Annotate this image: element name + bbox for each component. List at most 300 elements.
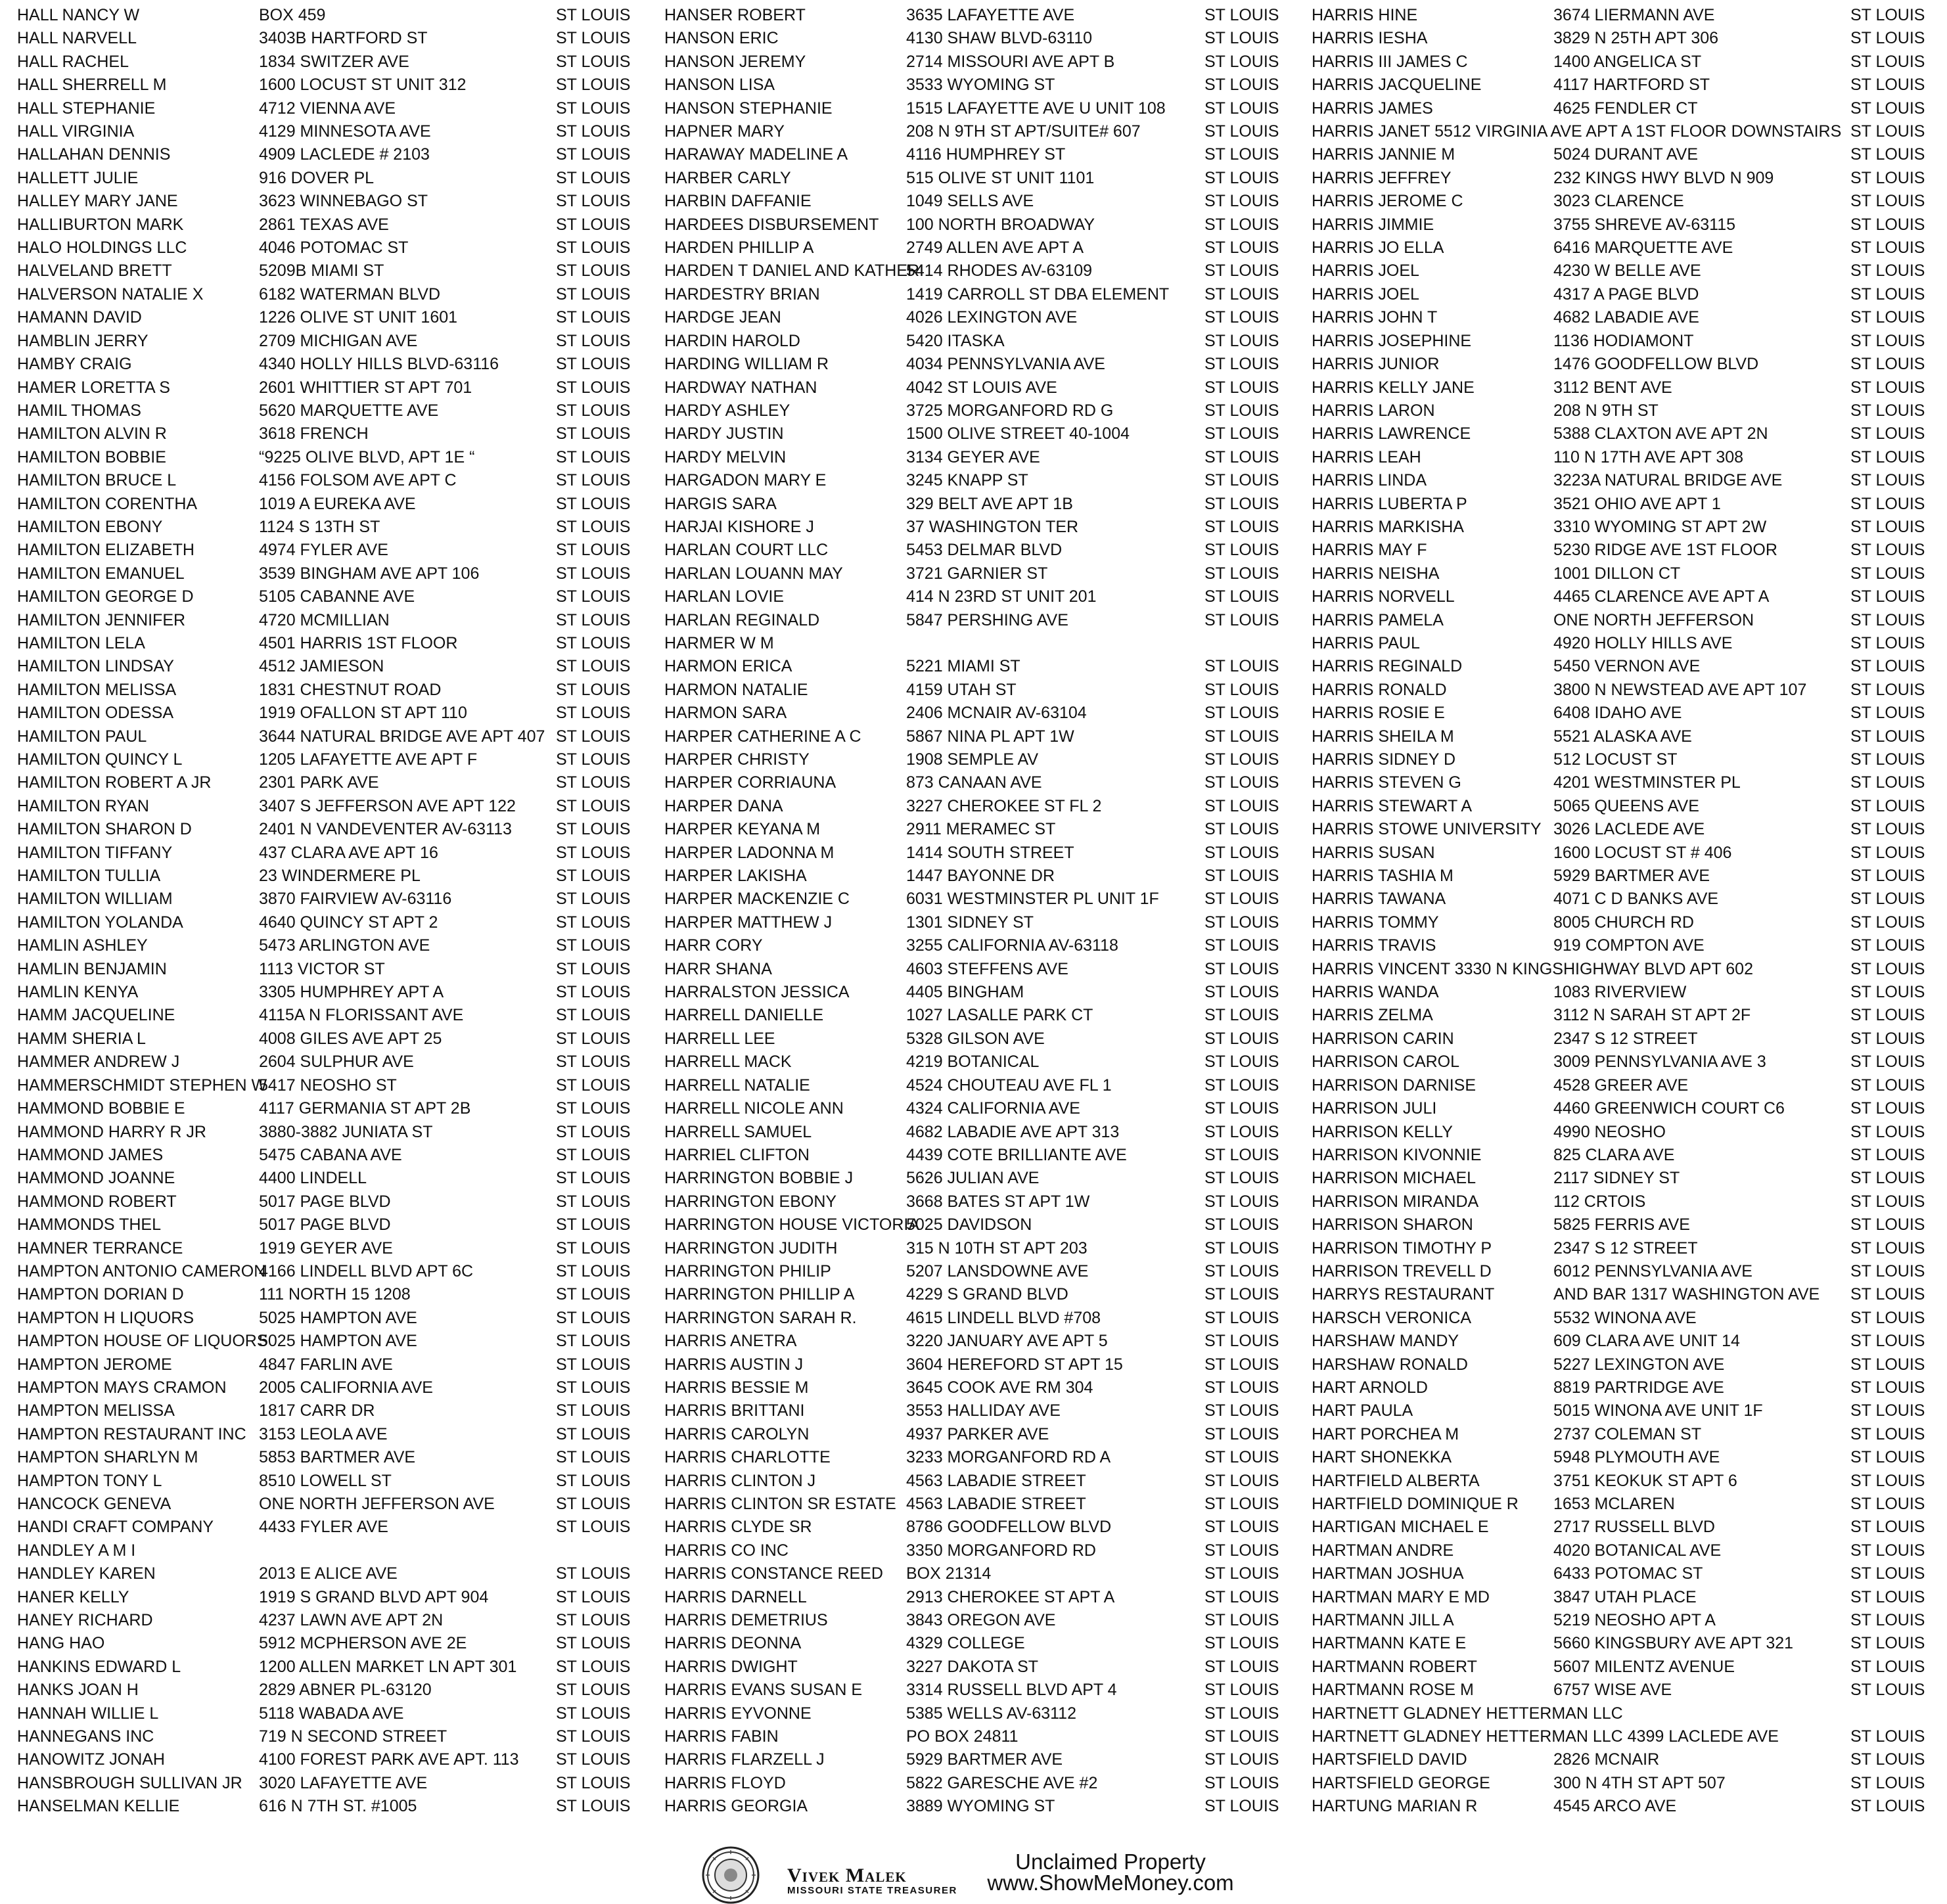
owner-address: 3153 LEOLA AVE — [259, 1424, 388, 1443]
listing-row — [664, 1446, 1295, 1469]
owner-name: HARRISON MICHAEL — [1312, 1169, 1477, 1188]
listing-row — [1312, 353, 1942, 376]
owner-city: ST LOUIS — [1204, 76, 1279, 95]
owner-city: ST LOUIS — [556, 215, 631, 234]
owner-name: HARBIN DAFFANIE — [664, 192, 812, 211]
owner-name: HARRIS LEAH — [1312, 447, 1421, 466]
owner-city: ST LOUIS — [556, 1308, 631, 1327]
listing-row — [17, 376, 648, 399]
owner-address: 3644 NATURAL BRIDGE AVE APT 407 — [259, 727, 545, 746]
owner-name: HARPER MATTHEW J — [664, 913, 833, 932]
listing-row — [1312, 469, 1942, 492]
listing-row — [1312, 1423, 1942, 1446]
website-link[interactable]: www.ShowMeMoney.com — [987, 1870, 1234, 1895]
listing-row — [664, 911, 1295, 934]
owner-city: ST LOUIS — [556, 1169, 631, 1188]
owner-address: 2714 MISSOURI AVE APT B — [906, 52, 1115, 71]
listing-row — [17, 725, 648, 748]
owner-address: 4230 W BELLE AVE — [1553, 261, 1701, 281]
listing-row — [664, 330, 1295, 353]
listing-row — [17, 609, 648, 632]
listing-row — [1312, 1562, 1942, 1585]
owner-city: ST LOUIS — [1204, 1053, 1279, 1072]
owner-name: HARRELL SAMUEL — [664, 1122, 812, 1141]
owner-address: 3604 HEREFORD ST APT 15 — [906, 1355, 1123, 1374]
owner-name: HAMILTON EMANUEL — [17, 564, 185, 583]
owner-name: HANNEGANS INC — [17, 1727, 154, 1746]
listing-row — [1312, 934, 1942, 957]
listing-row — [1312, 702, 1942, 725]
listing-row — [1312, 842, 1942, 865]
listing-row — [17, 1772, 648, 1795]
owner-name: HALVELAND BRETT — [17, 261, 172, 281]
listing-row — [1312, 1260, 1942, 1283]
owner-address: 3533 WYOMING ST — [906, 76, 1055, 95]
owner-address: 208 N 9TH ST APT/SUITE# 607 — [906, 122, 1141, 141]
owner-city: ST LOUIS — [556, 331, 631, 350]
owner-address: 3843 OREGON AVE — [906, 1611, 1056, 1630]
owner-address: 4937 PARKER AVE — [906, 1424, 1049, 1443]
owner-name: HARPER LAKISHA — [664, 867, 807, 886]
owner-city: ST LOUIS — [1850, 261, 1925, 281]
owner-address: 5453 DELMAR BLVD — [906, 541, 1063, 560]
owner-city: ST LOUIS — [1204, 1564, 1279, 1583]
owner-city: ST LOUIS — [1204, 1704, 1279, 1723]
owner-name: HARRIS MAY F — [1312, 541, 1427, 560]
owner-address: 1908 SEMPLE AV — [906, 750, 1039, 769]
owner-city: ST LOUIS — [1204, 610, 1279, 629]
listing-row — [17, 330, 648, 353]
owner-name: HARRIS PAMELA — [1312, 610, 1444, 629]
owner-address: 2826 MCNAIR — [1553, 1750, 1660, 1769]
listing-row — [17, 1562, 648, 1585]
owner-address: 4682 LABADIE AVE APT 313 — [906, 1122, 1120, 1141]
owner-city: ST LOUIS — [556, 867, 631, 886]
owner-name: HARRELL NICOLE ANN — [664, 1099, 844, 1118]
owner-address: 110 N 17TH AVE APT 308 — [1553, 447, 1744, 466]
owner-address: 4340 HOLLY HILLS BLVD-63116 — [259, 355, 499, 374]
owner-name: HARLAN LOVIE — [664, 587, 785, 606]
owner-name: HARRIS STEVEN G — [1312, 773, 1461, 792]
listing-row — [1312, 1121, 1942, 1144]
owner-address: 5414 RHODES AV-63109 — [906, 261, 1093, 281]
listing-row — [664, 1632, 1295, 1655]
owner-name: HAMILTON QUINCY L — [17, 750, 183, 769]
owner-city: ST LOUIS — [1204, 750, 1279, 769]
owner-address: 609 CLARA AVE UNIT 14 — [1553, 1332, 1740, 1351]
owner-city: ST LOUIS — [556, 704, 631, 723]
owner-city: ST LOUIS — [1204, 843, 1279, 862]
listing-row — [17, 655, 648, 678]
treasurer-branding — [787, 1866, 957, 1896]
owner-city: ST LOUIS — [1850, 331, 1925, 350]
owner-city: ST LOUIS — [1204, 796, 1279, 815]
listing-row — [17, 214, 648, 237]
owner-city: ST LOUIS — [1850, 1495, 1925, 1513]
listing-row — [664, 1376, 1295, 1399]
owner-name: HARMER W M — [664, 633, 774, 652]
owner-name: HARRIS BRITTANI — [664, 1401, 805, 1420]
owner-name: HANCOCK GENEVA — [17, 1495, 172, 1513]
owner-name: HARRIS JAMES — [1312, 99, 1433, 118]
owner-city: ST LOUIS — [1850, 1750, 1925, 1769]
owner-city: ST LOUIS — [1204, 52, 1279, 71]
owner-name: HARTMANN JILL A — [1312, 1611, 1454, 1630]
owner-address: 4100 FOREST PARK AVE APT. 113 — [259, 1750, 519, 1769]
owner-city: ST LOUIS — [1204, 1169, 1279, 1188]
owner-city: ST LOUIS — [556, 1053, 631, 1072]
listing-row — [1312, 888, 1942, 911]
owner-city: ST LOUIS — [1850, 1192, 1925, 1211]
listing-row — [664, 1167, 1295, 1190]
owner-name: HAMMOND JAMES — [17, 1145, 164, 1164]
treasurer-name: Vivek Malek — [787, 1865, 907, 1886]
owner-address: 3829 N 25TH APT 306 — [1553, 29, 1719, 48]
listing-row — [17, 120, 648, 143]
owner-city: ST LOUIS — [1204, 1378, 1279, 1397]
owner-city: ST LOUIS — [1204, 1029, 1279, 1048]
owner-name: HARRIS SUSAN — [1312, 843, 1435, 862]
listing-row — [17, 1121, 648, 1144]
owner-name: HALL VIRGINIA — [17, 122, 135, 141]
owner-address: 5025 DAVIDSON — [906, 1215, 1032, 1235]
listing-row — [664, 1051, 1295, 1074]
listing-row — [1312, 655, 1942, 678]
owner-city: ST LOUIS — [1204, 471, 1279, 490]
owner-name: HARSCH VERONICA — [1312, 1308, 1472, 1327]
owner-name: HARTMAN MARY E MD — [1312, 1587, 1490, 1606]
owner-address: 3725 MORGANFORD RD G — [906, 401, 1114, 420]
owner-name: HARTMANN KATE E — [1312, 1634, 1467, 1653]
owner-address: 3623 WINNEBAGO ST — [259, 192, 428, 211]
owner-city: ST LOUIS — [556, 1238, 631, 1258]
owner-name: HARDGE JEAN — [664, 308, 781, 327]
owner-city: ST LOUIS — [556, 1448, 631, 1467]
owner-address: 5417 NEOSHO ST — [259, 1076, 397, 1095]
owner-city: ST LOUIS — [1850, 1681, 1925, 1700]
owner-city: ST LOUIS — [1204, 1355, 1279, 1374]
owner-name: HARRISON TIMOTHY P — [1312, 1238, 1492, 1258]
owner-address: 1919 GEYER AVE — [259, 1238, 393, 1258]
owner-city: ST LOUIS — [1204, 727, 1279, 746]
owner-city: ST LOUIS — [1850, 99, 1925, 118]
owner-name: HARRISON CAROL — [1312, 1053, 1460, 1072]
owner-name: HARRIS RONALD — [1312, 680, 1447, 699]
owner-name: HAMPTON H LIQUORS — [17, 1308, 195, 1327]
owner-address: 5219 NEOSHO APT A — [1553, 1611, 1716, 1630]
owner-name: HARRINGTON HOUSE VICTORIA — [664, 1215, 920, 1235]
listing-row — [1312, 981, 1942, 1004]
owner-name: HAMLIN BENJAMIN — [17, 959, 167, 978]
listing-row — [17, 1632, 648, 1655]
listing-row — [1312, 97, 1942, 120]
listing-row — [664, 214, 1295, 237]
listing-row — [664, 167, 1295, 190]
owner-address: 5912 MCPHERSON AVE 2E — [259, 1634, 467, 1653]
listing-row — [1312, 120, 1942, 143]
owner-name: HARRIS WANDA — [1312, 983, 1439, 1002]
owner-name: HARDIN HAROLD — [664, 331, 800, 350]
owner-name: HAMILTON BRUCE L — [17, 471, 177, 490]
listing-row — [1312, 1028, 1942, 1051]
listing-row — [664, 1074, 1295, 1097]
owner-address: 5929 BARTMER AVE — [906, 1750, 1063, 1769]
owner-name: HARRIS CHARLOTTE — [664, 1448, 831, 1467]
listing-row — [17, 1260, 648, 1283]
listing-column-1 — [17, 4, 648, 1819]
owner-address: 3521 OHIO AVE APT 1 — [1553, 494, 1721, 513]
listing-row — [664, 865, 1295, 888]
owner-address: 1226 OLIVE ST UNIT 1601 — [259, 308, 458, 327]
listing-row — [1312, 237, 1942, 260]
owner-name: HARRIS JUNIOR — [1312, 355, 1440, 374]
owner-city: ST LOUIS — [1850, 424, 1925, 443]
owner-address: 5221 MIAMI ST — [906, 657, 1020, 676]
owner-city: ST LOUIS — [1850, 29, 1925, 48]
owner-address: 5385 WELLS AV-63112 — [906, 1704, 1076, 1723]
owner-address: 4563 LABADIE STREET — [906, 1495, 1086, 1513]
owner-name: HARTMAN ANDRE — [1312, 1541, 1454, 1560]
owner-city: ST LOUIS — [1850, 657, 1925, 676]
owner-city: ST LOUIS — [556, 587, 631, 606]
listing-row — [664, 1399, 1295, 1422]
owner-city: ST LOUIS — [1204, 1401, 1279, 1420]
owner-address: 8005 CHURCH RD — [1553, 913, 1694, 932]
owner-name: HARRIS TAWANA — [1312, 890, 1446, 909]
owner-city: ST LOUIS — [1204, 890, 1279, 909]
listing-row — [17, 4, 648, 27]
owner-address: 5025 HAMPTON AVE — [259, 1332, 417, 1351]
listing-row — [17, 97, 648, 120]
owner-address: 1600 LOCUST ST UNIT 312 — [259, 76, 467, 95]
owner-name: HAMILTON GEORGE D — [17, 587, 194, 606]
listing-row — [1312, 1074, 1942, 1097]
program-info — [973, 1851, 1248, 1893]
owner-address: 3020 LAFAYETTE AVE — [259, 1773, 428, 1792]
owner-city: ST LOUIS — [1204, 1122, 1279, 1141]
footer — [0, 1846, 1947, 1899]
owner-address: 8786 GOODFELLOW BLVD — [906, 1518, 1112, 1537]
listing-row — [17, 446, 648, 469]
owner-name: HARPER CHRISTY — [664, 750, 810, 769]
listing-column-3 — [1312, 4, 1942, 1819]
listing-row — [1312, 1446, 1942, 1469]
owner-name: HANDLEY A M I — [17, 1541, 136, 1560]
listing-row — [17, 74, 648, 97]
owner-address: 4026 LEXINGTON AVE — [906, 308, 1078, 327]
owner-address: 6012 PENNSYLVANIA AVE — [1553, 1261, 1752, 1281]
listing-row — [1312, 865, 1942, 888]
owner-address: 6031 WESTMINSTER PL UNIT 1F — [906, 890, 1159, 909]
listing-row — [1312, 376, 1942, 399]
listing-row — [1312, 795, 1942, 818]
owner-city: ST LOUIS — [556, 1564, 631, 1583]
owner-address: 1919 OFALLON ST APT 110 — [259, 704, 467, 723]
owner-city: ST LOUIS — [556, 6, 631, 24]
owner-address: 4229 S GRAND BLVD — [906, 1285, 1068, 1304]
owner-name: HARRIS EYVONNE — [664, 1704, 812, 1723]
owner-address: 3026 LACLEDE AVE — [1553, 820, 1705, 839]
listing-row — [664, 1679, 1295, 1702]
owner-name: HALLEY MARY JANE — [17, 192, 178, 211]
owner-city: ST LOUIS — [1204, 1448, 1279, 1467]
owner-address: 2717 RUSSELL BLVD — [1553, 1518, 1715, 1537]
owner-address: 5847 PERSHING AVE — [906, 610, 1068, 629]
owner-city: ST LOUIS — [1850, 1657, 1925, 1676]
owner-address: 1124 S 13TH ST — [259, 517, 380, 536]
owner-city: ST LOUIS — [1850, 1797, 1925, 1816]
owner-address: 100 NORTH BROADWAY — [906, 215, 1095, 234]
listing-row — [17, 237, 648, 260]
owner-address: 2347 S 12 STREET — [1553, 1029, 1698, 1048]
owner-city: ST LOUIS — [1204, 1192, 1279, 1211]
owner-city: ST LOUIS — [1850, 1053, 1925, 1072]
owner-name: HANSON STEPHANIE — [664, 99, 833, 118]
owner-city: ST LOUIS — [1204, 122, 1279, 141]
owner-address: 37 WASHINGTON TER — [906, 517, 1079, 536]
owner-address: 2005 CALIFORNIA AVE — [259, 1378, 433, 1397]
listing-row — [664, 818, 1295, 841]
owner-name: HARRISON KIVONNIE — [1312, 1145, 1482, 1164]
owner-city: ST LOUIS — [1850, 1332, 1925, 1351]
owner-city: ST LOUIS — [1204, 983, 1279, 1002]
listing-row — [664, 399, 1295, 422]
owner-name: HAMILTON ROBERT A JR — [17, 773, 212, 792]
listing-row — [17, 1539, 648, 1562]
listing-row — [664, 981, 1295, 1004]
owner-city: ST LOUIS — [1850, 564, 1925, 583]
owner-name: HARRIS DEMETRIUS — [664, 1611, 828, 1630]
owner-address: 4042 ST LOUIS AVE — [906, 378, 1057, 397]
owner-city: ST LOUIS — [1204, 936, 1279, 955]
owner-city: ST LOUIS — [556, 610, 631, 629]
listing-row — [1312, 1330, 1942, 1353]
owner-city: ST LOUIS — [1204, 29, 1279, 48]
listing-row — [1312, 1656, 1942, 1679]
listing-row — [1312, 167, 1942, 190]
listing-row — [1312, 306, 1942, 329]
owner-name: HARSHAW RONALD — [1312, 1355, 1468, 1374]
owner-name: HARAWAY MADELINE A — [664, 145, 848, 164]
owner-city: ST LOUIS — [556, 1657, 631, 1676]
owner-city: ST LOUIS — [1204, 1076, 1279, 1095]
owner-city: ST LOUIS — [556, 145, 631, 164]
owner-city: ST LOUIS — [1850, 633, 1925, 652]
owner-address: “9225 OLIVE BLVD, APT 1E “ — [259, 447, 475, 466]
listing-row — [17, 1446, 648, 1469]
owner-address: 5025 HAMPTON AVE — [259, 1308, 417, 1327]
listing-row — [1312, 493, 1942, 516]
owner-city: ST LOUIS — [1204, 1634, 1279, 1653]
owner-city: ST LOUIS — [1850, 122, 1925, 141]
owner-name: HANKINS EDWARD L — [17, 1657, 181, 1676]
listing-row — [664, 516, 1295, 539]
owner-city: ST LOUIS — [1204, 773, 1279, 792]
owner-address: 5017 PAGE BLVD — [259, 1215, 391, 1235]
owner-city: ST LOUIS — [1850, 1587, 1925, 1606]
owner-address: 1414 SOUTH STREET — [906, 843, 1074, 862]
listing-row — [17, 632, 648, 655]
owner-name: HARRIS FLOYD — [664, 1773, 786, 1792]
owner-city: ST LOUIS — [556, 447, 631, 466]
owner-name: HARRISON KELLY — [1312, 1122, 1453, 1141]
owner-address: 3407 S JEFFERSON AVE APT 122 — [259, 796, 516, 815]
owner-name: HANKS JOAN H — [17, 1681, 139, 1700]
owner-address: 4166 LINDELL BLVD APT 6C — [259, 1261, 474, 1281]
owner-name: HAMMOND HARRY R JR — [17, 1122, 206, 1141]
listing-row — [17, 143, 648, 166]
listing-column-2 — [664, 4, 1295, 1819]
owner-city: ST LOUIS — [1204, 261, 1279, 281]
owner-name: HARDESTRY BRIAN — [664, 284, 820, 304]
listing-row — [17, 1097, 648, 1120]
owner-city: ST LOUIS — [1204, 1308, 1279, 1327]
listing-row — [1312, 1493, 1942, 1516]
owner-city: ST LOUIS — [556, 1029, 631, 1048]
owner-city: ST LOUIS — [556, 1192, 631, 1211]
owner-name: HAMANN DAVID — [17, 308, 142, 327]
owner-city: ST LOUIS — [1850, 936, 1925, 955]
owner-city: ST LOUIS — [1850, 308, 1925, 327]
owner-name: HARRISON TREVELL D — [1312, 1261, 1492, 1281]
owner-name: HARRIS VINCENT 3330 N KINGSHIGHWAY BLVD APT 602 — [1312, 959, 1753, 978]
owner-name: HAMILTON WILLIAM — [17, 890, 173, 909]
owner-city: ST LOUIS — [1850, 704, 1925, 723]
owner-address: 4329 COLLEGE — [906, 1634, 1025, 1653]
owner-city: ST LOUIS — [556, 1215, 631, 1235]
owner-city: ST LOUIS — [1204, 704, 1279, 723]
owner-city: ST LOUIS — [1850, 1169, 1925, 1188]
owner-address: 3618 FRENCH — [259, 424, 369, 443]
listing-row — [664, 422, 1295, 445]
owner-name: HARPER MACKENZIE C — [664, 890, 850, 909]
listing-row — [17, 1307, 648, 1330]
owner-name: HARRIS JEROME C — [1312, 192, 1463, 211]
owner-city: ST LOUIS — [1204, 1099, 1279, 1118]
owner-address: 6433 POTOMAC ST — [1553, 1564, 1703, 1583]
listing-row — [664, 1795, 1295, 1818]
owner-name: HAMILTON SHARON D — [17, 820, 192, 839]
owner-address: 3847 UTAH PLACE — [1553, 1587, 1697, 1606]
owner-address: 4465 CLARENCE AVE APT A — [1553, 587, 1770, 606]
owner-city: ST LOUIS — [556, 633, 631, 652]
owner-name: HARRIS MARKISHA — [1312, 517, 1464, 536]
owner-address: 4237 LAWN AVE APT 2N — [259, 1611, 444, 1630]
owner-address: 1301 SIDNEY ST — [906, 913, 1034, 932]
owner-name: HALL NARVELL — [17, 29, 137, 48]
owner-city: ST LOUIS — [1204, 1518, 1279, 1537]
owner-city: ST LOUIS — [556, 355, 631, 374]
listing-row — [664, 306, 1295, 329]
owner-city: ST LOUIS — [1204, 1238, 1279, 1258]
listing-row — [664, 1493, 1295, 1516]
owner-city: ST LOUIS — [1204, 494, 1279, 513]
owner-name: HARRIS EVANS SUSAN E — [664, 1681, 863, 1700]
listing-row — [1312, 1004, 1942, 1027]
owner-name: HARRIS KELLY JANE — [1312, 378, 1475, 397]
owner-address: 1834 SWITZER AVE — [259, 52, 409, 71]
owner-address: 5328 GILSON AVE — [906, 1029, 1045, 1048]
owner-city: ST LOUIS — [1204, 1424, 1279, 1443]
owner-name: HARRISON DARNISE — [1312, 1076, 1477, 1095]
owner-city: ST LOUIS — [556, 1518, 631, 1537]
owner-name: HARRIS ZELMA — [1312, 1006, 1433, 1025]
owner-address: 5420 ITASKA — [906, 331, 1005, 350]
owner-address: 4130 SHAW BLVD-63110 — [906, 29, 1093, 48]
owner-city: ST LOUIS — [1204, 820, 1279, 839]
listing-row — [17, 1376, 648, 1399]
owner-address: 6416 MARQUETTE AVE — [1553, 238, 1733, 258]
